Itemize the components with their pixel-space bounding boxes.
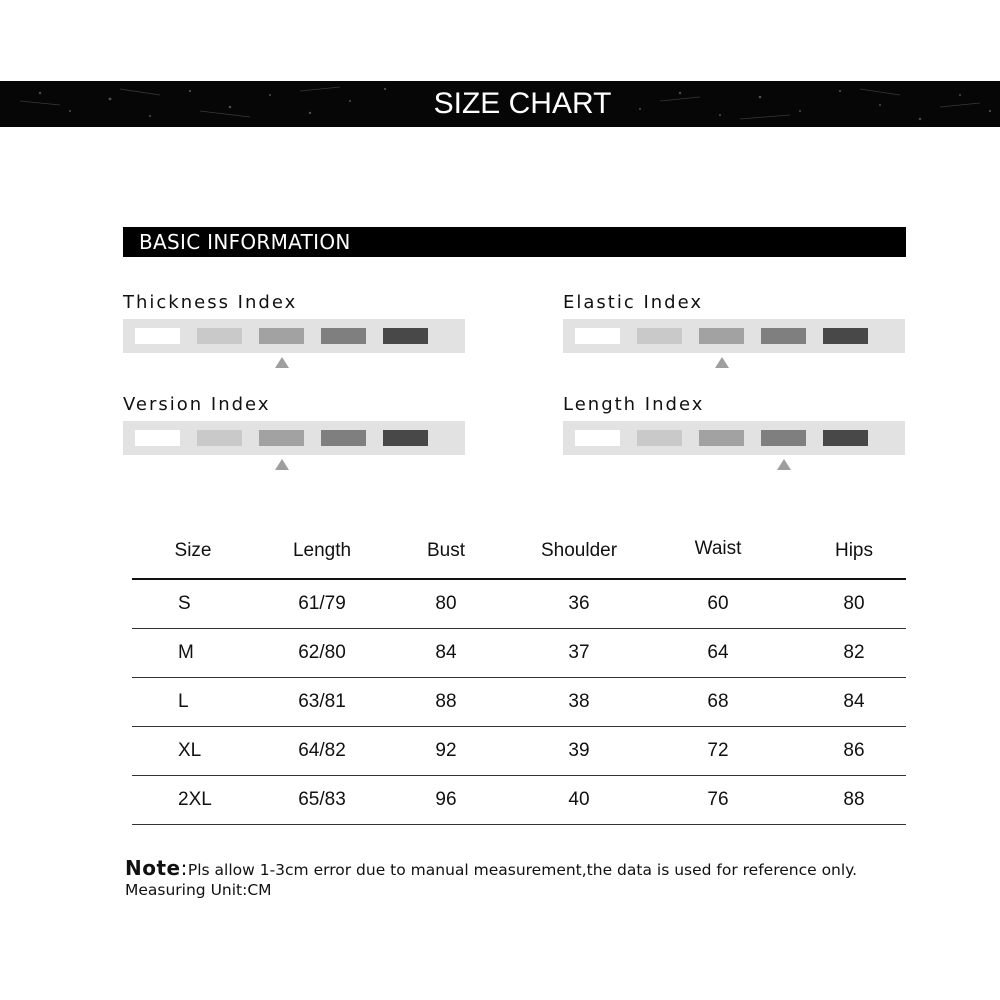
cell-waist: 72 [707, 740, 729, 761]
cell-hips: 82 [843, 642, 865, 663]
cell-hips: 88 [843, 789, 865, 810]
measuring-unit: Measuring Unit:CM [125, 881, 272, 899]
cell-bust: 88 [435, 691, 457, 712]
cell-shoulder: 40 [568, 789, 590, 810]
index-swatch-5 [383, 328, 428, 344]
cell-size: 2XL [178, 789, 212, 810]
basic-information-header: BASIC INFORMATION [123, 227, 906, 257]
index-swatch-2 [197, 430, 242, 446]
index-swatch-3 [259, 328, 304, 344]
note-text: Pls allow 1-3cm error due to manual measurement,the data is used for reference only. [187, 861, 858, 879]
cell-bust: 92 [435, 740, 457, 761]
index-swatch-2 [637, 430, 682, 446]
header-hips: Hips [834, 540, 873, 561]
index-marker-icon [715, 357, 729, 368]
index-scale [563, 319, 905, 353]
index-marker-icon [275, 357, 289, 368]
cell-size: M [178, 642, 194, 663]
header-waist: Waist [694, 538, 742, 559]
cell-length: 64/82 [298, 740, 346, 761]
table-row [132, 629, 906, 678]
cell-size: L [178, 691, 189, 712]
cell-bust: 80 [435, 593, 457, 614]
cell-waist: 60 [707, 593, 729, 614]
cell-bust: 96 [435, 789, 457, 810]
index-swatch-5 [383, 430, 428, 446]
table-row [132, 678, 906, 727]
cell-size: XL [178, 740, 202, 761]
cell-length: 62/80 [298, 642, 346, 663]
cell-waist: 64 [707, 642, 729, 663]
size-table [132, 530, 906, 825]
index-label: Length Index [563, 394, 705, 415]
header-bust: Bust [426, 540, 466, 561]
index-scale [123, 319, 465, 353]
header-shoulder: Shoulder [540, 540, 618, 561]
note-line [125, 857, 985, 881]
table-header [132, 530, 906, 580]
table-row [132, 776, 906, 825]
index-swatch-3 [699, 328, 744, 344]
size-chart-banner [0, 81, 1000, 127]
index-swatch-2 [197, 328, 242, 344]
index-swatch-4 [761, 430, 806, 446]
index-swatch-1 [135, 328, 180, 344]
index-scale [563, 421, 905, 455]
note-separator: : [180, 856, 188, 880]
index-label: Elastic Index [563, 292, 704, 313]
index-swatch-3 [259, 430, 304, 446]
index-marker-icon [777, 459, 791, 470]
cell-waist: 76 [707, 789, 729, 810]
cell-shoulder: 39 [568, 740, 590, 761]
cell-waist: 68 [707, 691, 729, 712]
cell-size: S [178, 593, 191, 614]
index-swatch-3 [699, 430, 744, 446]
note-label: Note [125, 856, 181, 880]
cell-length: 65/83 [298, 789, 346, 810]
cell-hips: 80 [843, 593, 865, 614]
table-row [132, 580, 906, 629]
index-swatch-4 [761, 328, 806, 344]
table-row [132, 727, 906, 776]
index-label: Thickness Index [123, 292, 298, 313]
index-swatch-2 [637, 328, 682, 344]
index-swatch-4 [321, 430, 366, 446]
header-length: Length [292, 540, 352, 561]
measurement-note [125, 857, 985, 899]
cell-shoulder: 37 [568, 642, 590, 663]
cell-length: 61/79 [298, 593, 346, 614]
header-size: Size [174, 540, 212, 561]
cell-length: 63/81 [298, 691, 346, 712]
cell-shoulder: 38 [568, 691, 590, 712]
index-swatch-1 [575, 328, 620, 344]
cell-hips: 86 [843, 740, 865, 761]
index-scale [123, 421, 465, 455]
index-label: Version Index [123, 394, 271, 415]
index-swatch-5 [823, 328, 868, 344]
index-swatch-1 [135, 430, 180, 446]
index-marker-icon [275, 459, 289, 470]
cell-shoulder: 36 [568, 593, 590, 614]
index-swatch-4 [321, 328, 366, 344]
cell-bust: 84 [435, 642, 457, 663]
cell-hips: 84 [843, 691, 865, 712]
page-title: SIZE CHART [433, 87, 612, 120]
index-swatch-1 [575, 430, 620, 446]
index-swatch-5 [823, 430, 868, 446]
